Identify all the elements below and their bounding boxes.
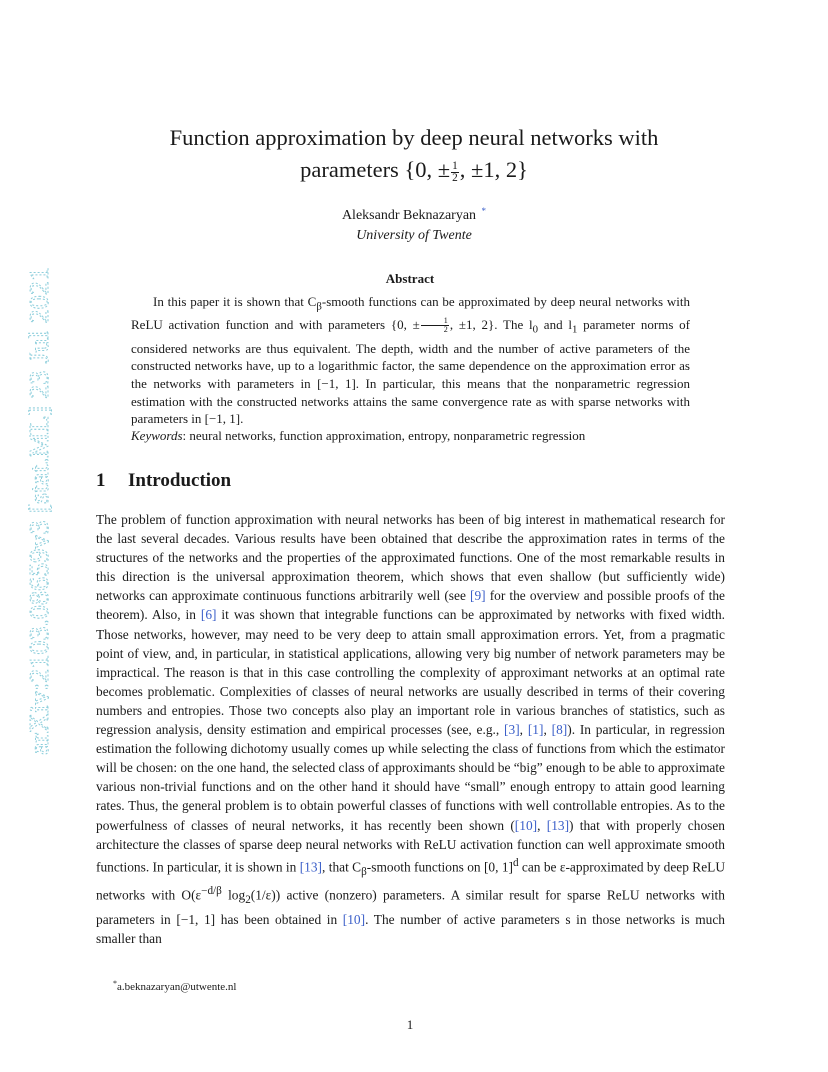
citation-link-1[interactable]: [1]	[527, 722, 544, 738]
body-text: -smooth functions on [0, 1]	[366, 859, 513, 875]
arxiv-stamp-text: arXiv:2103.08659v3 [stat.ML] 23 Jul 2021	[23, 279, 54, 755]
paper-title	[0, 122, 828, 186]
abstract-body	[131, 293, 690, 428]
title-fraction-denominator: 2	[452, 172, 458, 185]
citation-link-10[interactable]: [10]	[514, 817, 538, 833]
citation-link-10[interactable]: [10]	[342, 912, 366, 928]
abstract-fraction-numerator: 1	[421, 317, 449, 326]
abstract-text: parameter norms of considered networks are thus equivalent. The depth, width and the number of active parameters of the constructed networks have, up to a logarithmic factor, the same dependence on the approximation error as the networks with parameters in [−1, 1]. In particular, this means that the nonparametric regression estimation with the constructed networks attains the same convergence rate as with sparse networks with parameters in [−1, 1].	[131, 317, 690, 427]
citation-link-6[interactable]: [6]	[200, 607, 217, 623]
body-text: , that C	[322, 859, 362, 875]
title-line-2-suffix: , ±1, 2}	[459, 157, 528, 182]
title-line-1: Function approximation by deep neural networks with	[169, 125, 659, 150]
keywords-text: : neural networks, function approximation, entropy, nonparametric regression	[182, 428, 586, 443]
body-text: ). In particular, in regression estimation the following dichotomy usually comes up while selecting the class of functions from which the estimator will be chosen: on the one hand, the selected class of approximants should be “big” enough to be able to approximate various non-trivial functions and on the other hand it should have “small” enough entropy to attain good learning rates. Thus, the general problem is to obtain powerful classes of functions with well controllable entropies. As to the powerfulness of classes of neural networks, it has recently been shown (	[96, 722, 725, 833]
body-text: (1/ε)) active (nonzero) parameters. A similar result for sparse ReLU networks with parameters in [−1, 1] has been obtained in	[96, 887, 725, 928]
author-affiliation: University of Twente	[356, 228, 472, 243]
page-number: 1	[406, 1017, 414, 1032]
subscript-2: 2	[245, 894, 251, 907]
section-title: Introduction	[128, 470, 232, 491]
citation-link-9[interactable]: [9]	[469, 588, 486, 604]
abstract-text: -smooth functions can be approximated by deep neural networks with ReLU activation function and with parameters {0, ±	[131, 294, 690, 333]
abstract-subscript-1: 1	[571, 323, 578, 336]
superscript-d: d	[512, 856, 519, 869]
superscript-exponent: −d/β	[201, 884, 222, 897]
body-text: . The number of active parameters s in those networks is much smaller than	[96, 912, 725, 947]
body-text: ,	[543, 722, 552, 738]
abstract-subscript-0: 0	[532, 323, 539, 336]
author-footnote-link[interactable]: *	[481, 206, 487, 216]
body-text: ,	[537, 817, 547, 833]
abstract-fraction-denominator: 2	[443, 324, 448, 334]
introduction-body	[96, 510, 725, 948]
keywords	[131, 428, 731, 444]
body-text: log	[221, 887, 246, 903]
citation-link-3[interactable]: [3]	[504, 722, 520, 738]
introduction-paragraph	[96, 510, 725, 948]
title-line-2-prefix: parameters {0, ±	[300, 157, 451, 182]
title-fraction-numerator: 1	[452, 160, 458, 173]
citation-link-13[interactable]: [13]	[299, 859, 323, 875]
abstract-text: , ±1, 2}. The l	[449, 317, 533, 333]
subscript-beta: β	[361, 865, 367, 878]
section-number: 1	[96, 470, 106, 491]
footnote-mark: *	[113, 979, 117, 988]
citation-link-13[interactable]: [13]	[546, 817, 570, 833]
body-text: The problem of function approximation with neural networks has been of big interest in mathematical research for the last several decades. Various results have been obtained that describe the approximation rates in terms of the structures of the networks and the properties of the approximated functions. One of the most remarkable results in this direction is the universal approximation theorem, which shows that even shallow (but sufficiently wide) networks can approximate continuous functions arbitrarily well (see	[96, 512, 725, 604]
abstract-heading: Abstract	[385, 271, 435, 286]
keywords-label: Keywords	[131, 428, 183, 443]
author-name: Aleksandr Beknazaryan	[341, 208, 477, 223]
abstract-text: In this paper it is shown that C	[153, 294, 317, 309]
citation-link-8[interactable]: [8]	[551, 722, 568, 738]
body-text: can be ε-approximated by deep ReLU networks with O(ε	[96, 859, 726, 903]
body-text: ) that with properly chosen architecture the classes of sparse deep neural networks with ReLU activation function can well approximate smooth functions. In particular, it is shown in	[96, 817, 725, 875]
section-heading	[96, 470, 231, 492]
abstract-subscript-beta: β	[316, 300, 322, 313]
footnote-email: a.beknazaryan@utwente.nl	[117, 981, 237, 993]
author-block	[0, 201, 828, 246]
arxiv-stamp	[14, 265, 56, 755]
abstract-text: and l	[538, 317, 572, 333]
body-text: it was shown that integrable functions can be approximated by networks with fixed width. Those networks, however, may need to be very deep to attain small approximation errors. Yet, from a pragmatic point of view, and, in particular, in statistical applications, allowing very big number of network parameters may be impractical. The reason is that in this case controlling the complexity of approximant networks at an optimal rate becomes problematic. Complexities of classes of neural networks are usually described in terms of their covering numbers and entropies. Those two concepts also play an important role in various branches of statistics, such as regression analysis, density estimation and empirical processes (see, e.g.,	[96, 607, 725, 738]
body-text: ,	[519, 722, 528, 738]
footnote	[113, 979, 236, 993]
title-fraction	[451, 161, 459, 185]
body-text: for the overview and possible proofs of the theorem). Also, in	[96, 588, 725, 623]
abstract-fraction	[421, 317, 449, 334]
